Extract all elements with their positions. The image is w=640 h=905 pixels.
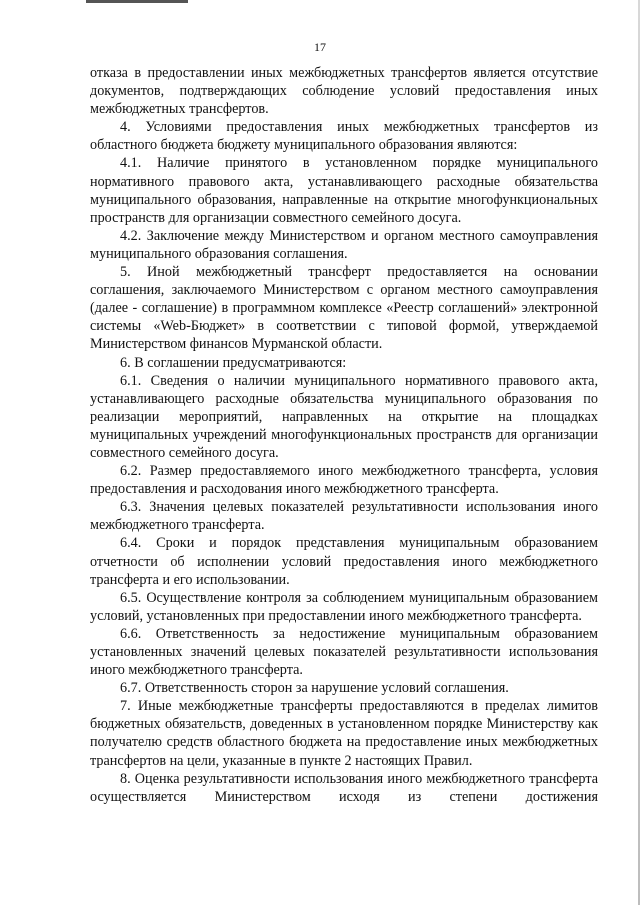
paragraph-item-6-4: 6.4. Сроки и порядок представления муниципальным образованием отчетности об исполнении условий предоставления иного межбюджетного трансферта и его использовании. bbox=[90, 535, 598, 588]
paragraph-item-6: 6. В соглашении предусматриваются: bbox=[120, 354, 347, 371]
paragraph-item-6-5: 6.5. Осуществление контроля за соблюдением муниципальным образованием условий, установленных при предоставлении иного межбюджетного трансферта. bbox=[90, 589, 598, 624]
paragraph-item-4: 4. Условиями предоставления иных межбюджетных трансфертов из областного бюджета бюджету муниципального образования являются: bbox=[90, 119, 598, 154]
paragraph-item-7: 7. Иные межбюджетные трансферты предоставляются в пределах лимитов бюджетных обязательств, доведенных в установленном порядке Министерству как получателю средств областного бюджета на предоставление иных межбюджетных трансфертов на цели, указанные в пункте 2 настоящих Правил. bbox=[90, 698, 598, 769]
paragraph-continuation: отказа в предоставлении иных межбюджетных трансфертов является отсутствие документов, подтверждающих соблюдение условий предоставления иных межбюджетных трансфертов. bbox=[90, 65, 598, 118]
document-body bbox=[90, 64, 598, 806]
paragraph-item-6-6: 6.6. Ответственность за недостижение муниципальным образованием установленных значений целевых показателей результативности использования иного межбюджетного трансферта. bbox=[90, 625, 598, 679]
paragraph-item-4-1: 4.1. Наличие принятого в установленном порядке муниципального нормативного правового акта, устанавливающего расходные обязательства муниципального образования, направленные на открытие многофункциональных пространств для организации совместного семейного досуга. bbox=[90, 155, 598, 226]
scan-top-mark bbox=[86, 0, 188, 3]
page-number: 17 bbox=[314, 40, 326, 54]
paragraph-item-6-3: 6.3. Значения целевых показателей результативности использования иного межбюджетного трансферта. bbox=[90, 499, 598, 534]
paragraph-item-6-1: 6.1. Сведения о наличии муниципального нормативного правового акта, устанавливающего расходные обязательства муниципального образования по реализации мероприятий, направленных на открытие на площадках муниципальных учреждений многофункциональных пространств для организации совместного семейного досуга. bbox=[90, 372, 598, 461]
paragraph-item-4-2: 4.2. Заключение между Министерством и органом местного самоуправления муниципального образования соглашения. bbox=[90, 227, 598, 262]
paragraph-item-5: 5. Иной межбюджетный трансферт предоставляется на основании соглашения, заключаемого Министерством с органом местного самоуправления (далее - соглашение) в программном комплексе «Реестр соглашений» электронной системы «Web-Бюджет» в соответствии с типовой формой, утверждаемой Министерством финансов Мурманской области. bbox=[90, 264, 598, 353]
paragraph-item-6-7: 6.7. Ответственность сторон за нарушение условий соглашения. bbox=[120, 680, 509, 697]
paragraph-item-6-2: 6.2. Размер предоставляемого иного межбюджетного трансферта, условия предоставления и расходования иного межбюджетного трансферта. bbox=[90, 463, 598, 498]
paragraph-item-8: 8. Оценка результативности использования иного межбюджетного трансферта осуществляется Министерством исходя из степени достижения bbox=[90, 770, 598, 805]
